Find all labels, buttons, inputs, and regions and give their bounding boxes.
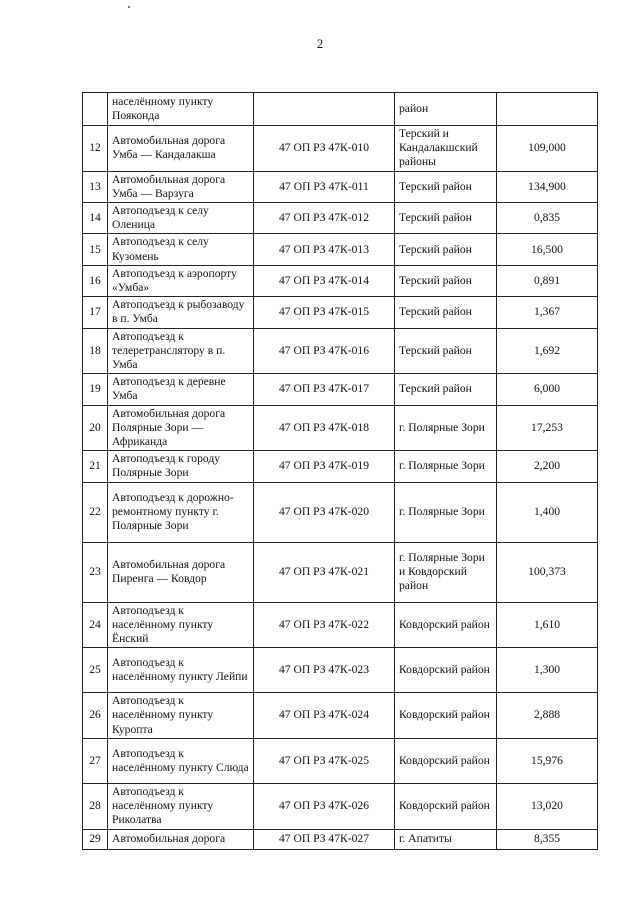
road-id-cell [254,93,395,126]
region-cell: г. Полярные Зори и Ковдорский район [395,542,497,602]
row-number-cell: 18 [83,328,108,374]
row-number-cell: 19 [83,374,108,405]
length-cell [497,93,598,126]
road-id-cell: 47 ОП РЗ 47К-015 [254,297,395,328]
row-number-cell: 13 [83,171,108,202]
table-row [83,171,598,202]
road-name-cell: Автоподъезд к рыбозаводу в п. Умба [108,297,254,328]
roads-table [82,92,598,850]
table-row [83,234,598,265]
scan-speck [128,6,130,8]
road-name-cell: Автомобильная дорога Полярные Зори — Африканда [108,405,254,451]
road-name-cell: Автоподъезд к городу Полярные Зори [108,451,254,482]
road-id-cell: 47 ОП РЗ 47К-025 [254,738,395,783]
row-number-cell: 12 [83,126,108,172]
road-id-cell: 47 ОП РЗ 47К-024 [254,693,395,739]
row-number-cell: 17 [83,297,108,328]
length-cell: 0,835 [497,203,598,234]
row-number-cell: 16 [83,265,108,296]
table-row [83,405,598,451]
length-cell: 1,367 [497,297,598,328]
road-name-cell: Автоподъезд к селу Кузомень [108,234,254,265]
row-number-cell: 21 [83,451,108,482]
region-cell: Терский район [395,374,497,405]
table-row [83,265,598,296]
region-cell: Терский район [395,234,497,265]
table-row [83,738,598,783]
row-number-cell: 26 [83,693,108,739]
length-cell: 16,500 [497,234,598,265]
region-cell: г. Полярные Зори [395,451,497,482]
region-cell: Ковдорский район [395,783,497,829]
road-name-cell: населённому пункту Пояконда [108,93,254,126]
length-cell: 8,355 [497,829,598,849]
road-id-cell: 47 ОП РЗ 47К-014 [254,265,395,296]
region-cell: Терский район [395,171,497,202]
row-number-cell [83,93,108,126]
road-name-cell: Автоподъезд к населённому пункту Куропта [108,693,254,739]
row-number-cell: 29 [83,829,108,849]
road-name-cell: Автоподъезд к населённому пункту Лейпи [108,648,254,693]
length-cell: 2,888 [497,693,598,739]
road-id-cell: 47 ОП РЗ 47К-019 [254,451,395,482]
region-cell: г. Апатиты [395,829,497,849]
table-row [83,829,598,849]
region-cell: Ковдорский район [395,693,497,739]
row-number-cell: 27 [83,738,108,783]
row-number-cell: 23 [83,542,108,602]
length-cell: 1,610 [497,602,598,648]
roads-table-body [83,93,598,850]
table-row [83,297,598,328]
row-number-cell: 20 [83,405,108,451]
table-row [83,783,598,829]
road-name-cell: Автоподъезд к населённому пункту Ёнский [108,602,254,648]
road-name-cell: Автоподъезд к селу Оленица [108,203,254,234]
length-cell: 17,253 [497,405,598,451]
length-cell: 1,300 [497,648,598,693]
region-cell: Терский и Кандалакшский районы [395,126,497,172]
length-cell: 1,692 [497,328,598,374]
table-row [83,328,598,374]
length-cell: 15,976 [497,738,598,783]
region-cell: Терский район [395,203,497,234]
road-name-cell: Автоподъезд к деревне Умба [108,374,254,405]
road-id-cell: 47 ОП РЗ 47К-018 [254,405,395,451]
road-name-cell: Автоподъезд к аэропорту «Умба» [108,265,254,296]
road-id-cell: 47 ОП РЗ 47К-012 [254,203,395,234]
table-row [83,648,598,693]
road-id-cell: 47 ОП РЗ 47К-013 [254,234,395,265]
road-id-cell: 47 ОП РЗ 47К-023 [254,648,395,693]
table-row [83,693,598,739]
region-cell: г. Полярные Зори [395,405,497,451]
region-cell: г. Полярные Зори [395,482,497,542]
road-id-cell: 47 ОП РЗ 47К-026 [254,783,395,829]
row-number-cell: 15 [83,234,108,265]
road-name-cell: Автоподъезд к телеретранслятору в п. Умба [108,328,254,374]
table-row-continued [83,93,598,126]
road-name-cell: Автомобильная дорога Пиренга — Ковдор [108,542,254,602]
row-number-cell: 24 [83,602,108,648]
road-id-cell: 47 ОП РЗ 47К-010 [254,126,395,172]
row-number-cell: 22 [83,482,108,542]
road-name-cell: Автоподъезд к населённому пункту Риколатва [108,783,254,829]
region-cell: район [395,93,497,126]
length-cell: 0,891 [497,265,598,296]
table-row [83,126,598,172]
table-row [83,542,598,602]
region-cell: Терский район [395,265,497,296]
road-id-cell: 47 ОП РЗ 47К-021 [254,542,395,602]
road-id-cell: 47 ОП РЗ 47К-016 [254,328,395,374]
road-id-cell: 47 ОП РЗ 47К-020 [254,482,395,542]
road-name-cell: Автоподъезд к дорожно-ремонтному пункту г. Полярные Зори [108,482,254,542]
region-cell: Терский район [395,328,497,374]
row-number-cell: 28 [83,783,108,829]
length-cell: 1,400 [497,482,598,542]
region-cell: Ковдорский район [395,738,497,783]
table-row [83,374,598,405]
length-cell: 13,020 [497,783,598,829]
road-name-cell: Автомобильная дорога [108,829,254,849]
row-number-cell: 25 [83,648,108,693]
road-id-cell: 47 ОП РЗ 47К-011 [254,171,395,202]
length-cell: 109,000 [497,126,598,172]
region-cell: Ковдорский район [395,602,497,648]
road-name-cell: Автоподъезд к населённому пункту Слюда [108,738,254,783]
road-name-cell: Автомобильная дорога Умба — Варзуга [108,171,254,202]
road-id-cell: 47 ОП РЗ 47К-022 [254,602,395,648]
length-cell: 134,900 [497,171,598,202]
table-row [83,203,598,234]
road-id-cell: 47 ОП РЗ 47К-017 [254,374,395,405]
road-id-cell: 47 ОП РЗ 47К-027 [254,829,395,849]
row-number-cell: 14 [83,203,108,234]
length-cell: 2,200 [497,451,598,482]
length-cell: 6,000 [497,374,598,405]
page-number: 2 [316,36,324,51]
region-cell: Ковдорский район [395,648,497,693]
table-row [83,482,598,542]
region-cell: Терский район [395,297,497,328]
table-row [83,602,598,648]
table-row [83,451,598,482]
length-cell: 100,373 [497,542,598,602]
road-name-cell: Автомобильная дорога Умба — Кандалакша [108,126,254,172]
